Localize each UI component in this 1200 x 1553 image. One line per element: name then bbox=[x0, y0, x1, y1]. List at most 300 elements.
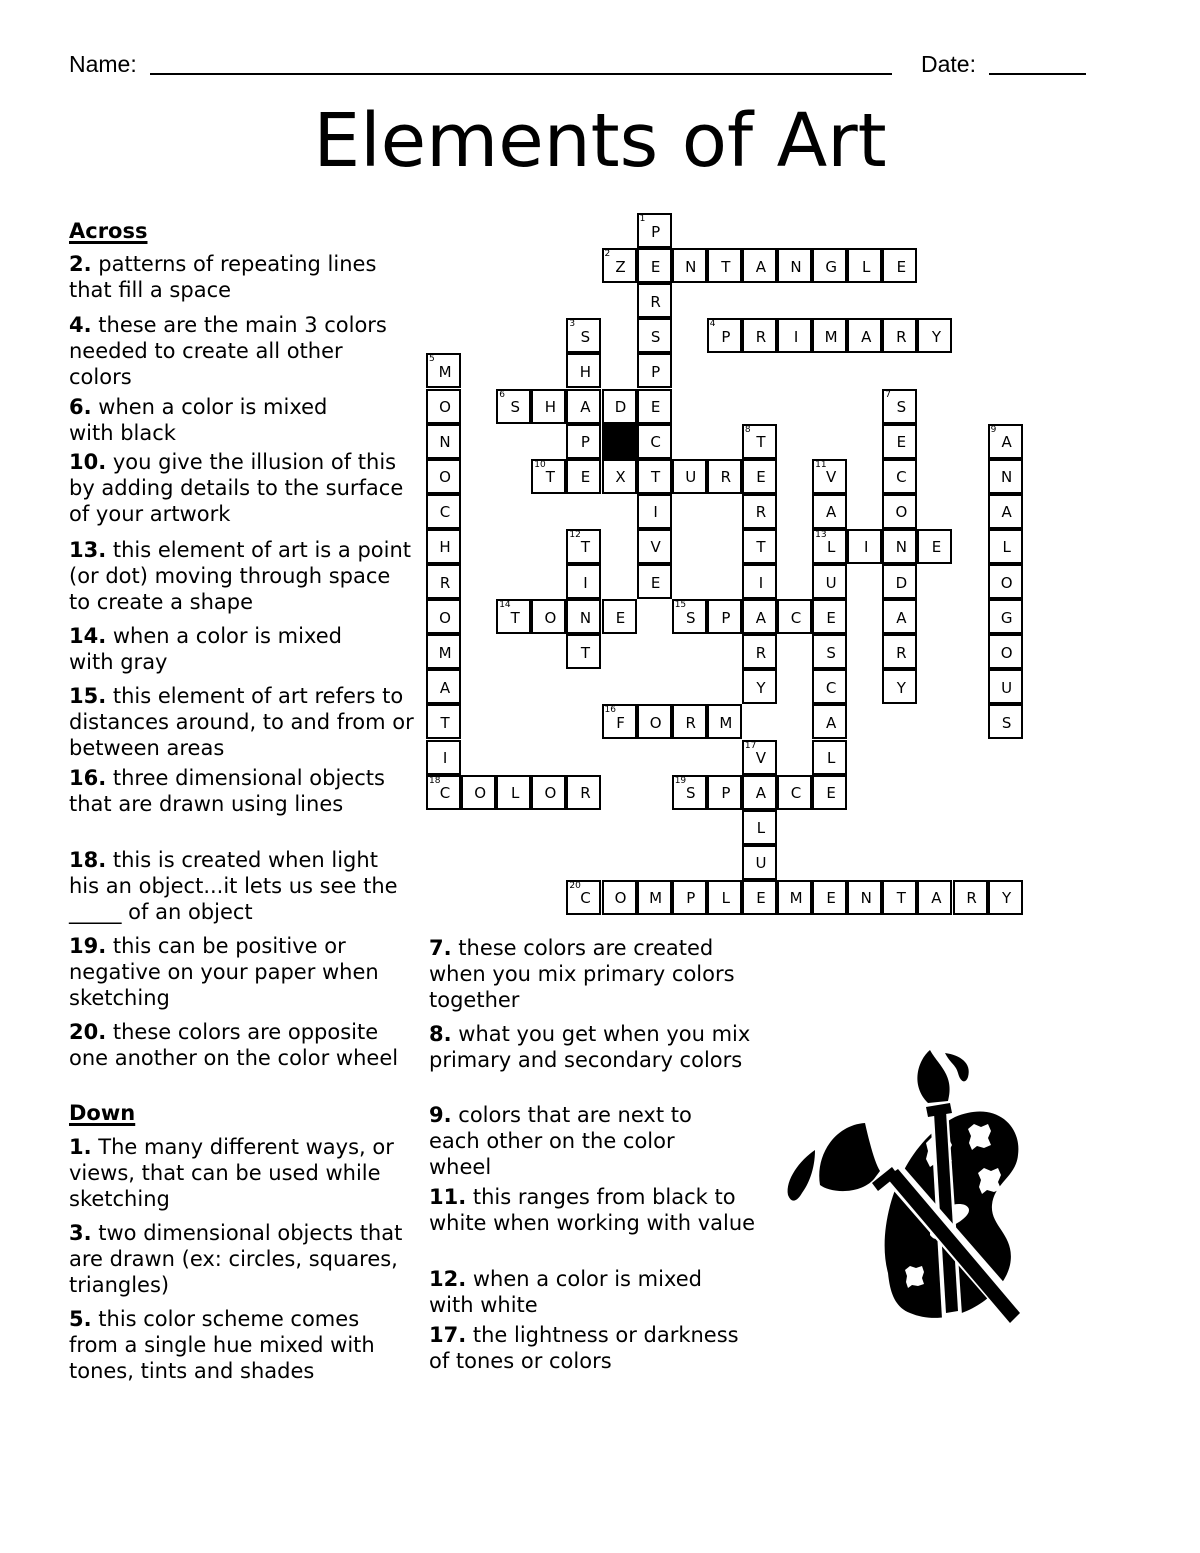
grid-cell[interactable] bbox=[496, 775, 531, 810]
cell-letter: R bbox=[755, 643, 767, 662]
cell-letter: I bbox=[653, 503, 658, 522]
grid-cell[interactable] bbox=[426, 775, 461, 810]
grid-cell[interactable] bbox=[566, 529, 601, 564]
clue-text: colors that are next to each other on the color wheel bbox=[429, 1103, 692, 1179]
grid-cell[interactable] bbox=[742, 459, 777, 494]
cell-letter: S bbox=[826, 643, 836, 662]
cell-letter: O bbox=[544, 608, 557, 627]
grid-cell[interactable] bbox=[742, 318, 777, 353]
cell-clue-number: 16 bbox=[604, 705, 616, 716]
grid-cell[interactable] bbox=[917, 529, 952, 564]
clue-text: what you get when you mix primary and secondary colors bbox=[429, 1022, 751, 1072]
clue-text: these colors are created when you mix primary colors together bbox=[429, 936, 735, 1012]
cell-letter: M bbox=[824, 327, 838, 346]
cell-clue-number: 14 bbox=[499, 600, 511, 611]
grid-cell[interactable] bbox=[882, 459, 917, 494]
cell-letter: M bbox=[438, 643, 452, 662]
grid-cell[interactable] bbox=[882, 599, 917, 634]
grid-cell[interactable] bbox=[566, 599, 601, 634]
grid-cell[interactable] bbox=[988, 564, 1023, 599]
grid-cell[interactable] bbox=[777, 248, 812, 283]
grid-cell[interactable] bbox=[742, 564, 777, 599]
grid-cell[interactable] bbox=[637, 704, 672, 739]
cell-clue-number: 10 bbox=[534, 459, 546, 470]
grid-cell[interactable] bbox=[707, 880, 742, 915]
cell-clue-number: 4 bbox=[709, 319, 716, 330]
cell-letter: Y bbox=[1002, 889, 1012, 908]
grid-cell[interactable] bbox=[917, 880, 952, 915]
grid-cell[interactable] bbox=[637, 283, 672, 318]
grid-cell[interactable] bbox=[777, 318, 812, 353]
grid-cell[interactable] bbox=[882, 494, 917, 529]
grid-cell[interactable] bbox=[637, 494, 672, 529]
cell-letter: O bbox=[439, 608, 451, 627]
cell-letter: M bbox=[649, 889, 663, 908]
grid-cell[interactable] bbox=[637, 389, 672, 424]
clue-down-11 bbox=[429, 1184, 759, 1236]
grid-cell[interactable] bbox=[742, 599, 777, 634]
grid-cell[interactable] bbox=[637, 424, 672, 459]
cell-letter: H bbox=[544, 398, 556, 417]
cell-letter: E bbox=[650, 257, 661, 276]
grid-cell[interactable] bbox=[602, 459, 637, 494]
cell-letter: E bbox=[826, 889, 836, 908]
cell-letter: P bbox=[686, 889, 696, 908]
grid-cell[interactable] bbox=[882, 424, 917, 459]
grid-cell[interactable] bbox=[812, 248, 847, 283]
grid-cell[interactable] bbox=[742, 494, 777, 529]
grid-cell[interactable] bbox=[882, 669, 917, 704]
cell-letter: T bbox=[756, 433, 766, 452]
grid-cell[interactable] bbox=[988, 634, 1023, 669]
clue-across-6 bbox=[69, 394, 369, 446]
grid-cell[interactable] bbox=[531, 775, 566, 810]
grid-cell[interactable] bbox=[566, 353, 601, 388]
grid-cell[interactable] bbox=[882, 248, 917, 283]
cell-letter: R bbox=[966, 889, 977, 908]
cell-letter: A bbox=[439, 678, 451, 697]
clue-text: when a color is mixed with white bbox=[429, 1267, 702, 1317]
clue-number: 10. bbox=[69, 450, 107, 474]
cell-letter: I bbox=[442, 749, 448, 768]
grid-cell[interactable] bbox=[637, 880, 672, 915]
grid-cell[interactable] bbox=[496, 389, 531, 424]
cell-letter: T bbox=[756, 538, 766, 557]
cell-clue-number: 7 bbox=[885, 389, 892, 400]
crossword-grid bbox=[426, 213, 1026, 918]
clue-number: 6. bbox=[69, 395, 92, 419]
grid-cell[interactable] bbox=[707, 318, 742, 353]
cell-letter: C bbox=[825, 678, 837, 697]
grid-cell[interactable] bbox=[812, 704, 847, 739]
cell-letter: N bbox=[790, 257, 802, 276]
cell-letter: I bbox=[793, 327, 799, 346]
cell-letter: C bbox=[580, 889, 591, 908]
clue-number: 9. bbox=[429, 1103, 452, 1127]
grid-cell[interactable] bbox=[426, 634, 461, 669]
grid-cell[interactable] bbox=[566, 564, 601, 599]
cell-letter: E bbox=[826, 784, 836, 803]
cell-letter: A bbox=[1001, 433, 1012, 452]
cell-letter: T bbox=[580, 538, 591, 557]
clue-across-13 bbox=[69, 537, 414, 615]
cell-letter: S bbox=[896, 398, 907, 417]
cell-letter: R bbox=[580, 784, 591, 803]
grid-cell[interactable] bbox=[742, 529, 777, 564]
grid-cell[interactable] bbox=[812, 529, 847, 564]
grid-cell[interactable] bbox=[426, 669, 461, 704]
cell-letter: Z bbox=[615, 257, 626, 276]
grid-cell[interactable] bbox=[602, 599, 637, 634]
clue-number: 1. bbox=[69, 1135, 92, 1159]
down-heading: Down bbox=[69, 1101, 136, 1125]
cell-letter: A bbox=[755, 257, 767, 276]
cell-letter: R bbox=[896, 643, 907, 662]
grid-cell[interactable] bbox=[426, 704, 461, 739]
cell-letter: A bbox=[931, 889, 942, 908]
cell-letter: E bbox=[650, 573, 661, 592]
cell-letter: P bbox=[721, 608, 731, 627]
grid-cell[interactable] bbox=[637, 213, 672, 248]
cell-letter: E bbox=[896, 257, 907, 276]
clue-number: 14. bbox=[69, 624, 107, 648]
grid-cell[interactable] bbox=[847, 880, 882, 915]
cell-letter: A bbox=[1001, 503, 1012, 522]
clue-down-12 bbox=[429, 1266, 739, 1318]
grid-cell[interactable] bbox=[531, 389, 566, 424]
grid-cell[interactable] bbox=[988, 529, 1023, 564]
grid-cell[interactable] bbox=[531, 459, 566, 494]
cell-letter: R bbox=[650, 292, 661, 311]
cell-letter: S bbox=[650, 327, 661, 346]
cell-letter: S bbox=[510, 398, 520, 417]
grid-cell[interactable] bbox=[917, 318, 952, 353]
grid-cell[interactable] bbox=[566, 389, 601, 424]
clue-text: these colors are opposite one another on the color wheel bbox=[69, 1020, 399, 1070]
grid-cell[interactable] bbox=[602, 704, 637, 739]
cell-clue-number: 11 bbox=[815, 459, 827, 470]
grid-cell[interactable] bbox=[426, 389, 461, 424]
cell-letter: H bbox=[439, 538, 451, 557]
grid-cell[interactable] bbox=[637, 353, 672, 388]
grid-cell[interactable] bbox=[742, 740, 777, 775]
clue-across-14 bbox=[69, 623, 379, 675]
grid-cell[interactable] bbox=[426, 424, 461, 459]
grid-cell[interactable] bbox=[742, 775, 777, 810]
cell-letter: U bbox=[685, 468, 697, 487]
page-title: Elements of Art bbox=[313, 98, 887, 184]
cell-letter: A bbox=[755, 608, 767, 627]
grid-cell[interactable] bbox=[812, 564, 847, 599]
cell-letter: E bbox=[756, 889, 766, 908]
cell-letter: C bbox=[790, 784, 802, 803]
grid-cell[interactable] bbox=[672, 704, 707, 739]
grid-cell[interactable] bbox=[566, 318, 601, 353]
clue-number: 20. bbox=[69, 1020, 107, 1044]
grid-cell[interactable] bbox=[777, 880, 812, 915]
cell-letter: V bbox=[826, 468, 837, 487]
cell-letter: P bbox=[721, 327, 731, 346]
clue-across-16 bbox=[69, 765, 414, 817]
grid-cell[interactable] bbox=[742, 845, 777, 880]
cell-letter: T bbox=[721, 257, 731, 276]
clue-down-9 bbox=[429, 1102, 729, 1180]
grid-cell[interactable] bbox=[566, 424, 601, 459]
grid-cell[interactable] bbox=[882, 880, 917, 915]
cell-letter: P bbox=[580, 433, 590, 452]
grid-cell[interactable] bbox=[707, 775, 742, 810]
grid-cell[interactable] bbox=[988, 424, 1023, 459]
cell-letter: F bbox=[616, 713, 625, 732]
cell-letter: O bbox=[1000, 573, 1013, 592]
cell-letter: P bbox=[651, 362, 661, 381]
grid-cell[interactable] bbox=[426, 529, 461, 564]
grid-cell[interactable] bbox=[637, 248, 672, 283]
grid-cell[interactable] bbox=[672, 880, 707, 915]
clue-text: three dimensional objects that are drawn using lines bbox=[69, 766, 385, 816]
grid-cell[interactable] bbox=[882, 318, 917, 353]
cell-letter: M bbox=[438, 362, 452, 381]
clue-text: when a color is mixed with gray bbox=[69, 624, 342, 674]
clue-text: this color scheme comes from a single hue mixed with tones, tints and shades bbox=[69, 1307, 375, 1383]
grid-cell[interactable] bbox=[777, 775, 812, 810]
name-label: Name: bbox=[69, 51, 137, 77]
cell-letter: R bbox=[896, 327, 907, 346]
grid-cell[interactable] bbox=[637, 529, 672, 564]
cell-letter: R bbox=[720, 468, 732, 487]
clue-number: 7. bbox=[429, 936, 452, 960]
grid-cell[interactable] bbox=[812, 634, 847, 669]
cell-clue-number: 6 bbox=[499, 389, 505, 400]
cell-letter: L bbox=[826, 538, 836, 557]
cell-letter: O bbox=[1000, 643, 1013, 662]
cell-letter: S bbox=[580, 327, 591, 346]
cell-letter: M bbox=[789, 889, 803, 908]
grid-cell[interactable] bbox=[602, 248, 637, 283]
cell-letter: C bbox=[790, 608, 802, 627]
cell-letter: G bbox=[1000, 608, 1013, 627]
cell-clue-number: 3 bbox=[569, 319, 576, 330]
cell-letter: O bbox=[614, 889, 627, 908]
cell-clue-number: 12 bbox=[569, 529, 581, 540]
cell-clue-number: 19 bbox=[674, 775, 687, 786]
grid-cell[interactable] bbox=[637, 564, 672, 599]
grid-cell[interactable] bbox=[426, 564, 461, 599]
grid-cell[interactable] bbox=[812, 880, 847, 915]
grid-cell[interactable] bbox=[426, 353, 461, 388]
grid-cell[interactable] bbox=[847, 318, 882, 353]
clue-down-7 bbox=[429, 935, 769, 1013]
cell-letter: G bbox=[825, 257, 837, 276]
clue-number: 2. bbox=[69, 252, 92, 276]
cell-letter: L bbox=[511, 784, 520, 803]
clue-text: this element of art refers to distances around, to and from or between areas bbox=[69, 684, 414, 760]
cell-letter: N bbox=[579, 608, 592, 627]
date-field-line[interactable] bbox=[989, 73, 1086, 75]
cell-letter: D bbox=[614, 398, 627, 417]
clue-down-5 bbox=[69, 1306, 414, 1384]
cell-clue-number: 9 bbox=[990, 424, 997, 435]
clue-text: this is created when light his an object...it lets us see the _____ of an object bbox=[69, 848, 398, 924]
grid-cell[interactable] bbox=[812, 599, 847, 634]
grid-cell[interactable] bbox=[566, 459, 601, 494]
cell-letter: C bbox=[439, 784, 451, 803]
grid-cell[interactable] bbox=[672, 248, 707, 283]
cell-letter: R bbox=[685, 713, 696, 732]
grid-cell[interactable] bbox=[531, 599, 566, 634]
cell-letter: E bbox=[931, 538, 942, 557]
cell-letter: A bbox=[896, 608, 907, 627]
cell-letter: V bbox=[650, 538, 661, 557]
cell-letter: V bbox=[755, 749, 767, 768]
grid-cell[interactable] bbox=[602, 880, 637, 915]
clue-text: these are the main 3 colors needed to create all other colors bbox=[69, 313, 387, 389]
grid-cell[interactable] bbox=[742, 810, 777, 845]
grid-cell[interactable] bbox=[812, 740, 847, 775]
cell-letter: E bbox=[615, 608, 626, 627]
grid-cell[interactable] bbox=[812, 494, 847, 529]
grid-cell[interactable] bbox=[707, 704, 742, 739]
clue-number: 3. bbox=[69, 1221, 92, 1245]
cell-clue-number: 20 bbox=[569, 880, 581, 891]
grid-cell[interactable] bbox=[426, 494, 461, 529]
cell-letter: N bbox=[685, 257, 697, 276]
grid-cell[interactable] bbox=[672, 599, 707, 634]
grid-cell[interactable] bbox=[496, 599, 531, 634]
grid-cell[interactable] bbox=[707, 248, 742, 283]
grid-cell[interactable] bbox=[882, 389, 917, 424]
cell-letter: S bbox=[1001, 713, 1012, 732]
cell-letter: I bbox=[864, 538, 869, 557]
cell-letter: O bbox=[474, 784, 487, 803]
cell-letter: O bbox=[649, 713, 662, 732]
cell-letter: R bbox=[755, 327, 767, 346]
cell-letter: U bbox=[1001, 678, 1013, 697]
clue-text: this can be positive or negative on your paper when sketching bbox=[69, 934, 379, 1010]
cell-letter: X bbox=[615, 468, 626, 487]
cell-letter: N bbox=[1001, 468, 1013, 487]
cell-letter: T bbox=[545, 468, 555, 487]
cell-letter: O bbox=[439, 398, 451, 417]
grid-cell[interactable] bbox=[707, 599, 742, 634]
cell-letter: T bbox=[896, 889, 906, 908]
grid-cell[interactable] bbox=[426, 599, 461, 634]
grid-cell[interactable] bbox=[812, 459, 847, 494]
cell-letter: R bbox=[439, 573, 451, 592]
cell-letter: O bbox=[544, 784, 557, 803]
grid-cell[interactable] bbox=[847, 529, 882, 564]
grid-cell[interactable] bbox=[988, 459, 1023, 494]
grid-cell[interactable] bbox=[988, 704, 1023, 739]
clue-text: this ranges from black to white when working with value bbox=[429, 1185, 756, 1235]
cell-letter: A bbox=[826, 503, 837, 522]
grid-cell[interactable] bbox=[847, 248, 882, 283]
grid-cell[interactable] bbox=[988, 599, 1023, 634]
cell-letter: I bbox=[758, 573, 764, 592]
clue-number: 4. bbox=[69, 313, 92, 337]
grid-cell[interactable] bbox=[882, 634, 917, 669]
grid-cell[interactable] bbox=[812, 775, 847, 810]
grid-cell[interactable] bbox=[812, 318, 847, 353]
cell-letter: E bbox=[756, 468, 766, 487]
cell-letter: T bbox=[440, 713, 450, 732]
clue-number: 5. bbox=[69, 1307, 92, 1331]
cell-letter: T bbox=[510, 608, 520, 627]
cell-letter: A bbox=[826, 713, 837, 732]
grid-cell[interactable] bbox=[742, 424, 777, 459]
clue-number: 15. bbox=[69, 684, 107, 708]
cell-letter: L bbox=[826, 749, 836, 768]
clue-text: when a color is mixed with black bbox=[69, 395, 328, 445]
clue-number: 13. bbox=[69, 538, 107, 562]
clue-down-8 bbox=[429, 1021, 759, 1073]
grid-cell[interactable] bbox=[988, 880, 1023, 915]
clue-number: 19. bbox=[69, 934, 107, 958]
cell-letter: U bbox=[755, 854, 767, 873]
grid-cell[interactable] bbox=[742, 880, 777, 915]
grid-cell[interactable] bbox=[882, 529, 917, 564]
grid-cell[interactable] bbox=[672, 459, 707, 494]
cell-clue-number: 17 bbox=[744, 740, 757, 751]
grid-cell[interactable] bbox=[988, 494, 1023, 529]
clue-number: 18. bbox=[69, 848, 107, 872]
cell-letter: D bbox=[895, 573, 908, 592]
across-heading: Across bbox=[69, 219, 148, 243]
grid-cell[interactable] bbox=[988, 669, 1023, 704]
grid-cell[interactable] bbox=[953, 880, 988, 915]
grid-cell[interactable] bbox=[742, 669, 777, 704]
grid-cell[interactable] bbox=[742, 248, 777, 283]
grid-cell[interactable] bbox=[426, 740, 461, 775]
clue-number: 12. bbox=[429, 1267, 467, 1291]
clue-number: 17. bbox=[429, 1323, 467, 1347]
grid-cell[interactable] bbox=[812, 669, 847, 704]
cell-letter: C bbox=[650, 433, 661, 452]
grid-cell[interactable] bbox=[566, 634, 601, 669]
grid-cell[interactable] bbox=[637, 318, 672, 353]
grid-cell[interactable] bbox=[777, 599, 812, 634]
clue-text: two dimensional objects that are drawn (ex: circles, squares, triangles) bbox=[69, 1221, 403, 1297]
clue-across-20 bbox=[69, 1019, 414, 1071]
grid-cell[interactable] bbox=[707, 459, 742, 494]
grid-cell[interactable] bbox=[637, 459, 672, 494]
grid-cell[interactable] bbox=[602, 389, 637, 424]
grid-cell[interactable] bbox=[566, 880, 601, 915]
clue-number: 11. bbox=[429, 1185, 467, 1209]
cell-clue-number: 13 bbox=[815, 529, 827, 540]
cell-letter: O bbox=[895, 503, 908, 522]
grid-cell[interactable] bbox=[882, 564, 917, 599]
cell-letter: P bbox=[651, 222, 661, 241]
clue-down-3 bbox=[69, 1220, 414, 1298]
name-field-line[interactable] bbox=[150, 73, 892, 75]
cell-clue-number: 8 bbox=[744, 424, 751, 435]
clue-text: this element of art is a point (or dot) moving through space to create a shape bbox=[69, 538, 412, 614]
cell-letter: S bbox=[685, 608, 696, 627]
cell-letter: S bbox=[685, 784, 696, 803]
cell-letter: I bbox=[583, 573, 588, 592]
grid-cell[interactable] bbox=[426, 459, 461, 494]
grid-cell[interactable] bbox=[672, 775, 707, 810]
grid-cell[interactable] bbox=[742, 634, 777, 669]
clue-across-4 bbox=[69, 312, 389, 390]
grid-cell[interactable] bbox=[461, 775, 496, 810]
clue-across-18 bbox=[69, 847, 414, 925]
cell-letter: H bbox=[579, 362, 592, 381]
grid-cell[interactable] bbox=[566, 775, 601, 810]
clue-number: 8. bbox=[429, 1022, 452, 1046]
clue-across-19 bbox=[69, 933, 414, 1011]
